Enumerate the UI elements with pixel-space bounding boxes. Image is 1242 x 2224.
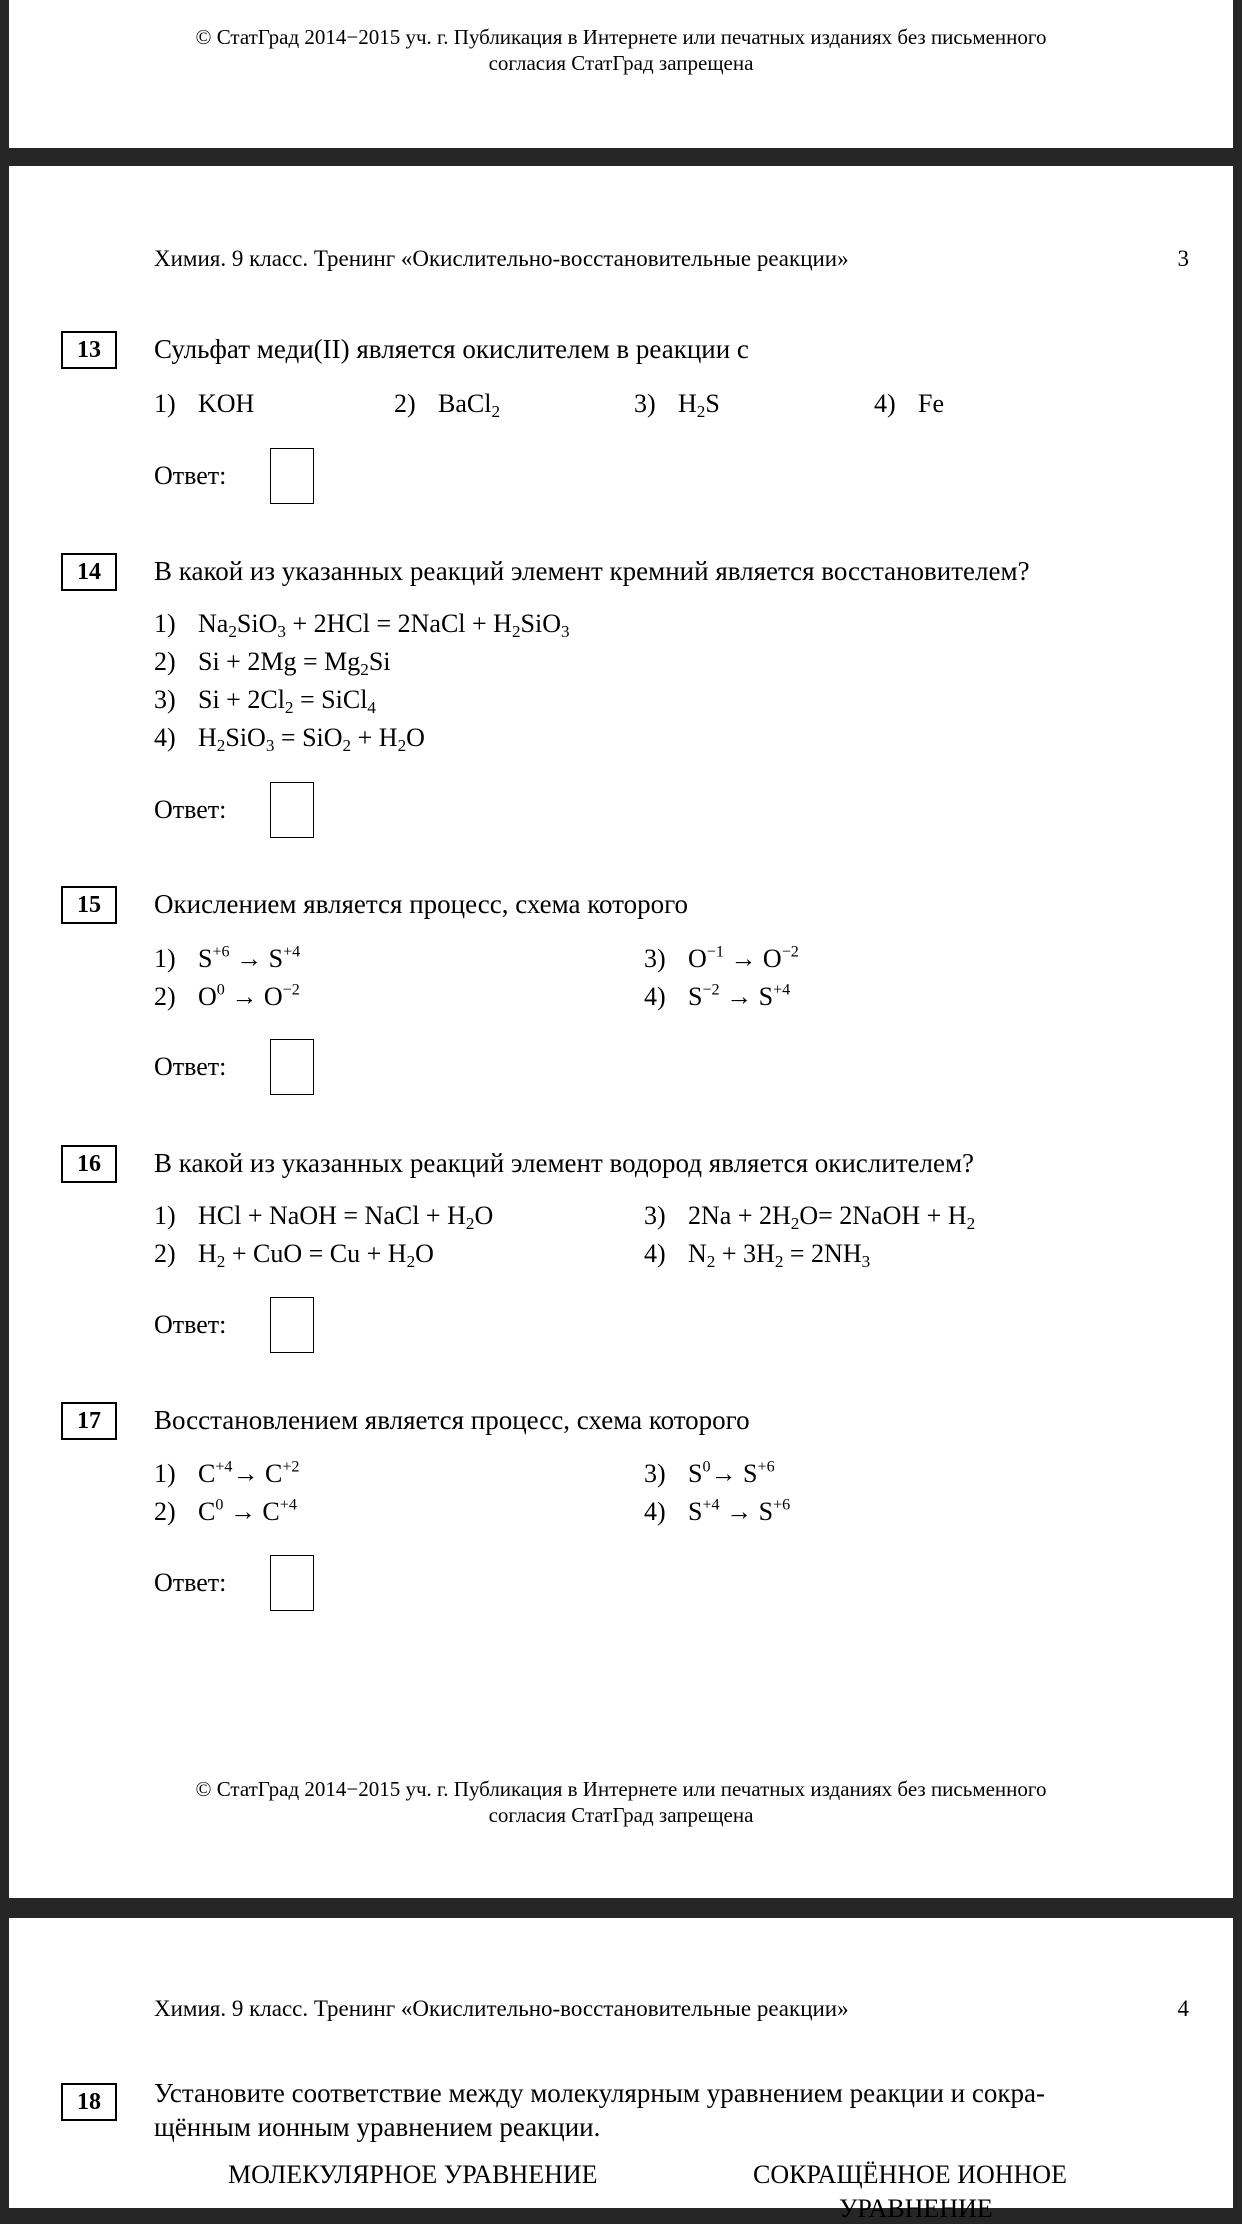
answer-label-17: Ответ:	[154, 1568, 227, 1597]
q13-option-2[interactable]: 2) BaCl$_2$	[394, 389, 501, 422]
page-header-title: Химия. 9 класс. Тренинг «Окислительно-восстановительные реакции»	[154, 246, 849, 271]
question-number-18: 18	[61, 2083, 117, 2121]
q17-option-4[interactable]: 4) $S^{+4} \to S^{+6}$	[644, 1496, 791, 1526]
q13-option-3[interactable]: 3) $H_2S$	[634, 389, 720, 422]
q14-option-3[interactable]: 3) $Si + 2Cl_2$ = SiCl$_4$	[154, 685, 376, 718]
q14-option-2[interactable]: 2) $Si + 2Mg = Mg_2Si$	[154, 647, 391, 680]
question-number-17: 17	[61, 1402, 117, 1440]
page-number: 4	[1177, 1996, 1189, 2021]
answer-box-14[interactable]	[270, 782, 314, 838]
page-4-fragment	[9, 1918, 1233, 2223]
q15-option-2[interactable]: 2) $O^0 \to O^{-2}$	[154, 981, 300, 1011]
answer-label-16: Ответ:	[154, 1310, 227, 1339]
q16-option-3[interactable]: 3) $2Na + 2H_2O=$ 2NaOH + $H_2$	[644, 1201, 976, 1234]
column-header-ionic: СОКРАЩЁННОЕ ИОННОЕ	[753, 2160, 1067, 2189]
question-text-18: Установите соответствие между молекулярным уравнением реакции и сокра- щённым ионным уравнением реакции.	[154, 2078, 1045, 2142]
q15-option-4[interactable]: 4) $S^{-2} \to S^{+4}$	[644, 981, 791, 1011]
q16-option-1[interactable]: 1) HCl + NaOH = NaCl + $H_2O$	[154, 1201, 494, 1234]
page-header-title: Химия. 9 класс. Тренинг «Окислительно-восстановительные реакции»	[154, 1996, 849, 2021]
answer-box-16[interactable]	[270, 1297, 314, 1353]
copyright-footer: © СтатГрад 2014−2015 уч. г. Публикация в Интернете или печатных изданиях без письменного согласия СтатГрад запрещена	[195, 1777, 1047, 1827]
copyright-footer: © СтатГрад 2014−2015 уч. г. Публикация в Интернете или печатных изданиях без письменного согласия СтатГрад запрещена	[195, 25, 1047, 75]
question-number-13: 13	[61, 331, 117, 369]
question-number-14: 14	[61, 553, 117, 591]
question-number-16: 16	[61, 1145, 117, 1183]
answer-label-13: Ответ:	[154, 461, 227, 490]
answer-label-14: Ответ:	[154, 795, 227, 824]
column-header-molecular: МОЛЕКУЛЯРНОЕ УРАВНЕНИЕ	[228, 2160, 598, 2189]
page-3	[9, 166, 1233, 1898]
q17-option-1[interactable]: 1) $C^{+4}\to C^{+2}$	[154, 1458, 300, 1488]
q14-option-1[interactable]: 1) $Na_2SiO_3 + 2HCl$ = 2NaCl + $H_2SiO_3$	[154, 609, 570, 642]
q13-option-1[interactable]: 1) KOH	[154, 389, 255, 418]
q15-option-3[interactable]: 3) $O^{-1} \to O^{-2}$	[644, 943, 799, 973]
q16-option-4[interactable]: 4) $N_2 + 3H_2 = 2NH_3$	[644, 1239, 871, 1272]
q16-option-2[interactable]: 2) $H_2$ + CuO = $Cu + H_2O$	[154, 1239, 434, 1272]
q17-option-2[interactable]: 2) $C^0 \to C^{+4}$	[154, 1496, 297, 1526]
q17-option-3[interactable]: 3) $S^0\to S^{+6}$	[644, 1458, 775, 1488]
q13-option-4[interactable]: 4) Fe	[874, 389, 944, 418]
answer-box-15[interactable]	[270, 1039, 314, 1095]
question-text-16: В какой из указанных реакций элемент водород является окислителем?	[154, 1148, 975, 1178]
answer-label-15: Ответ:	[154, 1052, 227, 1081]
column-header-ionic-cont: УРАВНЕНИЕ	[839, 2194, 993, 2223]
question-text-13: Сульфат меди(II) является окислителем в реакции с	[154, 334, 749, 364]
answer-box-13[interactable]	[270, 448, 314, 504]
q15-option-1[interactable]: 1) $S^{+6} \to S^{+4}$	[154, 943, 301, 973]
question-text-14: В какой из указанных реакций элемент кремний является восстановителем?	[154, 556, 1030, 586]
question-number-15: 15	[61, 886, 117, 924]
page-number: 3	[1177, 246, 1189, 271]
q14-option-4[interactable]: 4) $H_2SiO_3 = SiO_2 + H_2O$	[154, 723, 425, 756]
answer-box-17[interactable]	[270, 1555, 314, 1611]
question-text-15: Окислением является процесс, схема которого	[154, 889, 689, 919]
question-text-17: Восстановлением является процесс, схема которого	[154, 1405, 750, 1435]
page-2-fragment	[9, 0, 1233, 148]
